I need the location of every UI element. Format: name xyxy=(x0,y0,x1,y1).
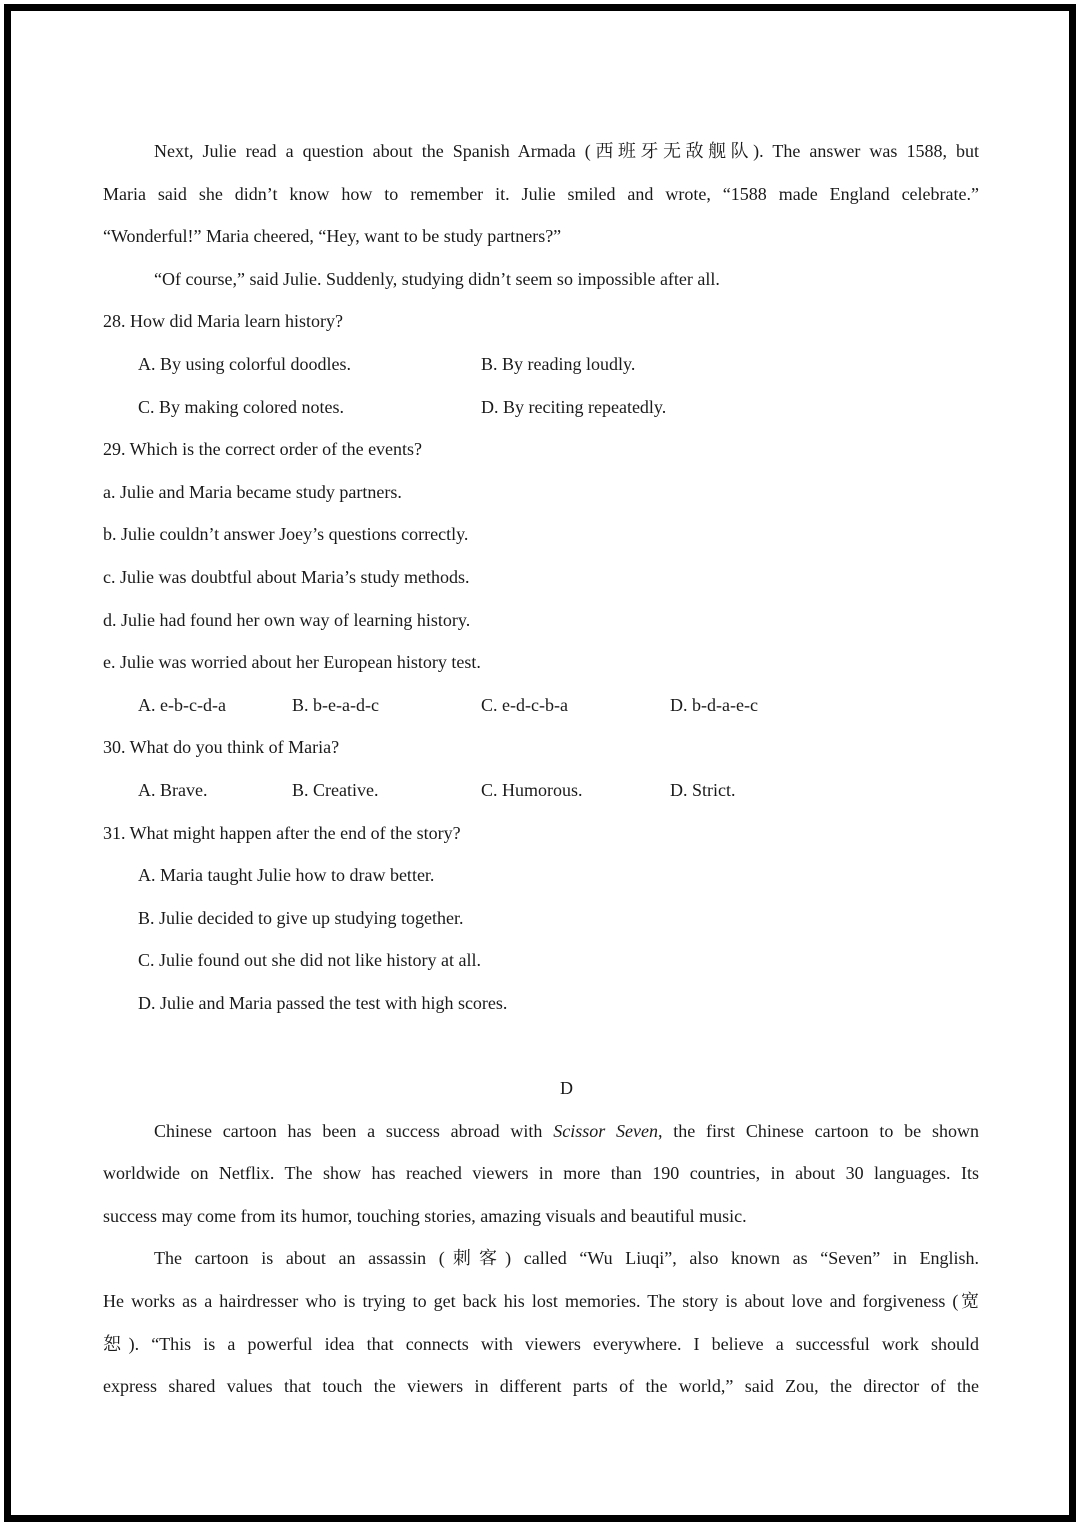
option-b: B. By reading loudly. xyxy=(481,353,636,374)
passage-line: express shared values that touch the viewers in different parts of the world,” said Zou, the director of the xyxy=(103,1376,979,1397)
passage-text: , the first Chinese cartoon to be shown xyxy=(657,1120,979,1141)
question-30-stem: 30. What do you think of Maria? xyxy=(103,737,340,758)
event-item: d. Julie had found her own way of learning history. xyxy=(103,609,471,630)
option-a: A. Maria taught Julie how to draw better. xyxy=(138,865,435,886)
option-d: D. Strict. xyxy=(670,779,736,800)
passage-line: Maria said she didn’t know how to remember it. Julie smiled and wrote, “1588 made England celebrate.” xyxy=(103,183,979,204)
passage-line xyxy=(103,1110,979,1153)
passage-line: He works as a hairdresser who is trying to get back his lost memories. The story is about love and forgiveness (宽 xyxy=(103,1291,979,1312)
option-a: A. Brave. xyxy=(138,779,208,800)
question-28-options-row xyxy=(103,343,979,386)
option-c: C. By making colored notes. xyxy=(138,396,344,417)
question-28-stem: 28. How did Maria learn history? xyxy=(103,311,343,332)
passage-line: “Wonderful!” Maria cheered, “Hey, want to be study partners?” xyxy=(103,226,562,247)
passage-line: The cartoon is about an assassin (刺客) called “Wu Liuqi”, also known as “Seven” in English. xyxy=(154,1248,979,1269)
option-b: B. Julie decided to give up studying together. xyxy=(138,907,464,928)
option-c: C. Humorous. xyxy=(481,779,583,800)
option-d: D. By reciting repeatedly. xyxy=(481,396,667,417)
passage-line: worldwide on Netflix. The show has reached viewers in more than 190 countries, in about 30 languages. Its xyxy=(103,1163,979,1184)
passage-line: 恕). “This is a powerful idea that connects with viewers everywhere. I believe a successful work should xyxy=(103,1333,979,1354)
event-item: a. Julie and Maria became study partners. xyxy=(103,481,402,502)
question-29-stem: 29. Which is the correct order of the events? xyxy=(103,439,423,460)
event-item: b. Julie couldn’t answer Joey’s questions correctly. xyxy=(103,524,469,545)
passage-line: success may come from its humor, touching stories, amazing visuals and beautiful music. xyxy=(103,1205,747,1226)
option-d: D. Julie and Maria passed the test with high scores. xyxy=(138,992,508,1013)
option-a: A. e-b-c-d-a xyxy=(138,694,226,715)
event-item: e. Julie was worried about her European history test. xyxy=(103,652,481,673)
option-b: B. b-e-a-d-c xyxy=(292,694,379,715)
option-b: B. Creative. xyxy=(292,779,379,800)
option-d: D. b-d-a-e-c xyxy=(670,694,758,715)
passage-line: “Of course,” said Julie. Suddenly, studying didn’t seem so impossible after all. xyxy=(154,268,720,289)
option-a: A. By using colorful doodles. xyxy=(138,353,351,374)
passage-text: Chinese cartoon has been a success abroad with xyxy=(154,1120,554,1141)
question-31-stem: 31. What might happen after the end of the story? xyxy=(103,822,461,843)
section-heading: D xyxy=(560,1078,573,1099)
question-28-options-row xyxy=(103,386,979,429)
exam-page-content xyxy=(103,130,979,1408)
event-item: c. Julie was doubtful about Maria’s study methods. xyxy=(103,566,470,587)
option-c: C. e-d-c-b-a xyxy=(481,694,568,715)
question-29-options-row xyxy=(103,684,979,727)
cartoon-title: Scissor Seven xyxy=(553,1120,658,1141)
option-c: C. Julie found out she did not like history at all. xyxy=(138,950,481,971)
passage-line: Next, Julie read a question about the Spanish Armada (西班牙无敌舰队). The answer was 1588, but xyxy=(154,141,979,161)
question-30-options-row xyxy=(103,769,979,812)
